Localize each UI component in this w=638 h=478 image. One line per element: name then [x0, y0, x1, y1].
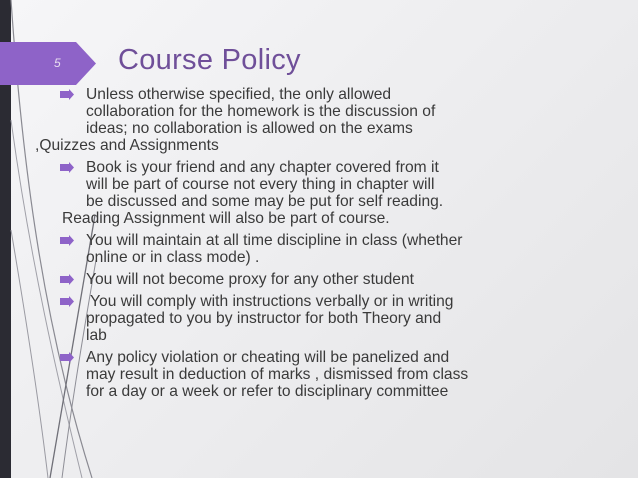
bullet-list: [35, 86, 562, 400]
bullet-3-first-line: You will maintain at all time discipline in class (whether: [86, 232, 463, 249]
bullet-item-5: [62, 293, 562, 344]
bullet-4-first-line: You will not become proxy for any other student: [86, 271, 414, 288]
bullet-item-4: [62, 271, 562, 288]
bullet-6-first-line: Any policy violation or cheating will be panelized and: [86, 349, 450, 366]
slide-title: Course Policy: [118, 44, 301, 76]
arrow-bullet-icon: [60, 274, 74, 285]
arrow-bullet-icon: [60, 89, 74, 100]
bullet-1-first-line: Unless otherwise specified, the only allowed: [86, 86, 392, 103]
bullet-5-first-line: You will comply with instructions verbally or in writing: [86, 293, 454, 310]
bullet-item-6: [62, 349, 562, 400]
bullet-3-wrapped-lines: online or in class mode) .: [86, 249, 260, 266]
slide-number: 5: [54, 56, 61, 70]
bullet-1-wrapped-lines: collaboration for the homework is the discussion of ideas; no collaboration is allowed on the exams: [86, 103, 436, 137]
arrow-bullet-icon: [60, 296, 74, 307]
bullet-item-2: [62, 159, 562, 227]
bullet-1-continuation: ,Quizzes and Assignments: [35, 137, 219, 154]
bullet-2-first-line: Book is your friend and any chapter covered from it: [86, 159, 439, 176]
slide-number-tab: [0, 42, 96, 85]
bullet-6-wrapped-lines: may result in deduction of marks , dismissed from class for a day or a week or refer to disciplinary committee: [86, 366, 469, 400]
bullet-item-1: [35, 86, 562, 154]
bullet-2-wrapped-lines: will be part of course not every thing in chapter will be discussed and some may be put for self reading.: [86, 176, 444, 210]
bullet-item-3: [62, 232, 562, 266]
arrow-bullet-icon: [60, 162, 74, 173]
bullet-5-wrapped-lines: propagated to you by instructor for both Theory and lab: [86, 310, 442, 344]
arrow-bullet-icon: [60, 352, 74, 363]
bullet-2-continuation: Reading Assignment will also be part of course.: [62, 210, 390, 227]
arrow-bullet-icon: [60, 235, 74, 246]
